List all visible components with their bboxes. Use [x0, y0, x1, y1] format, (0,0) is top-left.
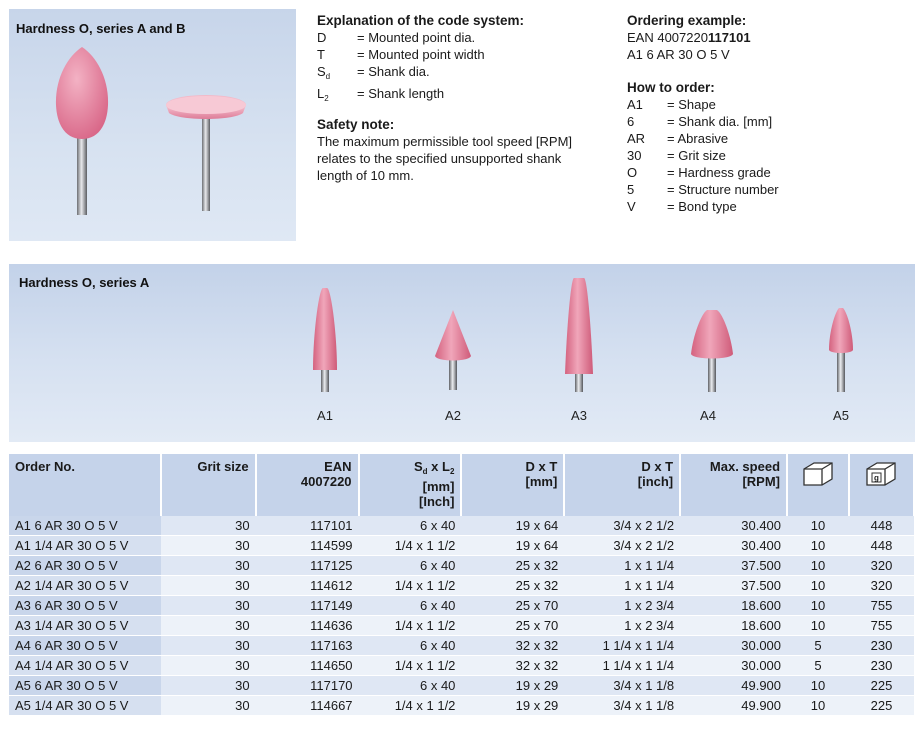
cell-pack-qty: 5	[787, 656, 849, 676]
cell-max-speed: 30.400	[680, 516, 787, 536]
code-row	[317, 85, 597, 107]
cell-max-speed: 18.600	[680, 616, 787, 636]
cell-max-speed: 37.500	[680, 576, 787, 596]
order-value: = Abrasive	[667, 131, 729, 146]
mounted-points-image	[9, 9, 296, 241]
cell-dxt-mm: 19 x 64	[461, 516, 564, 536]
cell-dxt-mm: 25 x 32	[461, 556, 564, 576]
cell-dxt-mm: 32 x 32	[461, 656, 564, 676]
col-shank-line3: [Inch]	[419, 494, 455, 509]
cell-order-no: A2 6 AR 30 O 5 V	[9, 556, 161, 576]
ean-prefix: EAN 4007220	[627, 30, 708, 45]
table-body	[9, 516, 914, 716]
cell-ean: 117163	[256, 636, 359, 656]
safety-note-line: length of 10 mm.	[317, 168, 414, 183]
col-ean	[256, 454, 359, 516]
cell-pack-qty: 10	[787, 676, 849, 696]
cell-dxt-inch: 1 x 1 1/4	[564, 576, 680, 596]
cell-weight: 755	[849, 596, 914, 616]
tool-a5-image	[829, 308, 853, 392]
cell-ean: 114650	[256, 656, 359, 676]
cell-order-no: A4 6 AR 30 O 5 V	[9, 636, 161, 656]
cell-pack-qty: 10	[787, 556, 849, 576]
cell-dxt-mm: 25 x 32	[461, 576, 564, 596]
col-shank-line2: [mm]	[422, 479, 455, 494]
cell-order-no: A1 6 AR 30 O 5 V	[9, 516, 161, 536]
col-ean-line2: 4007220	[300, 474, 352, 489]
how-to-order-row	[627, 96, 887, 113]
cell-dxt-inch: 1 x 2 3/4	[564, 616, 680, 636]
col-order-no: Order No.	[9, 454, 161, 516]
code-row	[317, 63, 597, 85]
tool-label-a1: A1	[317, 408, 333, 423]
top-panel-title: Hardness O, series A and B	[16, 21, 186, 36]
l-sub: 2	[449, 467, 455, 476]
table-row	[9, 576, 914, 596]
cell-dxt-mm: 19 x 29	[461, 696, 564, 716]
how-to-order-row	[627, 147, 887, 164]
table-row	[9, 696, 914, 716]
cell-max-speed: 37.500	[680, 556, 787, 576]
ordering-example	[627, 12, 887, 63]
table-row	[9, 596, 914, 616]
cell-dxt-mm: 25 x 70	[461, 596, 564, 616]
order-value: = Shape	[667, 97, 716, 112]
cell-ean: 114612	[256, 576, 359, 596]
series-a-image-panel	[9, 264, 915, 442]
cell-weight: 230	[849, 656, 914, 676]
how-to-order-row	[627, 164, 887, 181]
code-explanation-heading: Explanation of the code system:	[317, 13, 525, 28]
cell-weight: 225	[849, 676, 914, 696]
product-table	[9, 454, 915, 716]
cell-dxt-mm: 32 x 32	[461, 636, 564, 656]
sd-sub: d	[422, 467, 428, 476]
cell-pack-qty: 10	[787, 616, 849, 636]
cell-order-no: A2 1/4 AR 30 O 5 V	[9, 576, 161, 596]
code-key-sub: 2	[324, 94, 329, 103]
cell-pack-qty: 5	[787, 636, 849, 656]
cell-dxt-mm: 19 x 29	[461, 676, 564, 696]
how-to-order-heading: How to order:	[627, 80, 715, 95]
cell-max-speed: 49.900	[680, 676, 787, 696]
safety-note	[317, 116, 607, 184]
code-key: T	[317, 47, 325, 62]
cell-shank: 6 x 40	[359, 676, 462, 696]
col-grit-size: Grit size	[161, 454, 256, 516]
order-value: = Bond type	[667, 199, 737, 214]
table-row	[9, 516, 914, 536]
col-dxt-mm-line2: [mm]	[525, 474, 558, 489]
cell-shank: 6 x 40	[359, 556, 462, 576]
cell-ean: 114636	[256, 616, 359, 636]
cell-shank: 1/4 x 1 1/2	[359, 656, 462, 676]
order-key: O	[627, 165, 638, 180]
cell-grit-size: 30	[161, 636, 256, 656]
col-pack-qty	[787, 454, 849, 516]
cell-order-no: A5 6 AR 30 O 5 V	[9, 676, 161, 696]
table-row	[9, 636, 914, 656]
code-key-main: S	[317, 64, 326, 79]
cell-order-no: A3 1/4 AR 30 O 5 V	[9, 616, 161, 636]
cell-order-no: A3 6 AR 30 O 5 V	[9, 596, 161, 616]
order-key: 6	[627, 114, 635, 129]
cell-weight: 225	[849, 696, 914, 716]
cell-pack-qty: 10	[787, 576, 849, 596]
cell-dxt-inch: 3/4 x 1 1/8	[564, 696, 680, 716]
col-max-speed-line1: Max. speed	[709, 459, 781, 474]
weight-label: g	[874, 473, 880, 483]
cell-shank: 6 x 40	[359, 596, 462, 616]
cell-max-speed: 18.600	[680, 596, 787, 616]
table-row	[9, 676, 914, 696]
ean-bold-suffix: 117101	[707, 30, 751, 45]
cell-dxt-inch: 1 x 2 3/4	[564, 596, 680, 616]
cell-grit-size: 30	[161, 696, 256, 716]
cell-grit-size: 30	[161, 596, 256, 616]
code-key-main: L	[317, 86, 325, 101]
cell-ean: 117125	[256, 556, 359, 576]
how-to-order-row	[627, 181, 887, 198]
cell-ean: 117170	[256, 676, 359, 696]
table-row	[9, 556, 914, 576]
safety-note-line: relates to the specified unsupported shank	[317, 151, 562, 166]
tool-label-a3: A3	[571, 408, 587, 423]
cell-max-speed: 30.000	[680, 656, 787, 676]
cell-shank: 1/4 x 1 1/2	[359, 616, 462, 636]
x-l: x L	[427, 459, 450, 474]
cell-dxt-inch: 3/4 x 1 1/8	[564, 676, 680, 696]
col-dxt-inch	[564, 454, 680, 516]
col-dxt-inch-line1: D x T	[641, 459, 674, 474]
col-dxt-inch-line2: [inch]	[637, 474, 674, 489]
cell-weight: 448	[849, 516, 914, 536]
tool-a4-image	[691, 310, 733, 392]
tool-a3-image	[565, 278, 593, 392]
col-shank-line1	[366, 459, 455, 479]
cell-grit-size: 30	[161, 676, 256, 696]
code-key-sub: d	[325, 72, 331, 81]
cell-grit-size: 30	[161, 516, 256, 536]
cell-weight: 230	[849, 636, 914, 656]
cell-order-no: A1 1/4 AR 30 O 5 V	[9, 536, 161, 556]
cell-max-speed: 49.900	[680, 696, 787, 716]
cell-pack-qty: 10	[787, 536, 849, 556]
order-value: = Shank dia. [mm]	[667, 114, 773, 129]
order-key: A1	[627, 97, 643, 112]
table-row	[9, 536, 914, 556]
cell-order-no: A5 1/4 AR 30 O 5 V	[9, 696, 161, 716]
how-to-order-row	[627, 113, 887, 130]
cell-dxt-inch: 1 1/4 x 1 1/4	[564, 636, 680, 656]
cell-dxt-inch: 3/4 x 2 1/2	[564, 536, 680, 556]
order-key: 5	[627, 182, 635, 197]
cell-shank: 6 x 40	[359, 516, 462, 536]
tool-label-a2: A2	[445, 408, 461, 423]
cell-order-no: A4 1/4 AR 30 O 5 V	[9, 656, 161, 676]
cell-pack-qty: 10	[787, 596, 849, 616]
cell-max-speed: 30.400	[680, 536, 787, 556]
how-to-order-row	[627, 198, 887, 215]
cell-grit-size: 30	[161, 616, 256, 636]
cell-weight: 755	[849, 616, 914, 636]
cell-ean: 114667	[256, 696, 359, 716]
code-row	[317, 46, 597, 63]
cell-dxt-inch: 3/4 x 2 1/2	[564, 516, 680, 536]
col-weight	[849, 454, 914, 516]
safety-note-line: The maximum permissible tool speed [RPM]	[317, 134, 573, 149]
cell-dxt-inch: 1 1/4 x 1 1/4	[564, 656, 680, 676]
top-image-panel	[9, 9, 296, 241]
cell-grit-size: 30	[161, 556, 256, 576]
code-value: = Shank length	[357, 86, 445, 101]
cell-shank: 6 x 40	[359, 636, 462, 656]
code-key	[317, 85, 357, 107]
order-key: 30	[627, 148, 642, 163]
code-value: = Mounted point width	[357, 47, 485, 62]
ordering-example-ean	[627, 29, 887, 46]
col-shank	[359, 454, 462, 516]
cell-dxt-mm: 25 x 70	[461, 616, 564, 636]
code-row	[317, 29, 597, 46]
series-a-title: Hardness O, series A	[19, 275, 150, 290]
tool-a1-image	[313, 288, 337, 392]
cell-pack-qty: 10	[787, 696, 849, 716]
order-key: AR	[627, 131, 646, 146]
code-key: D	[317, 30, 327, 45]
cell-max-speed: 30.000	[680, 636, 787, 656]
table-header-row	[9, 454, 914, 516]
col-max-speed	[680, 454, 787, 516]
order-value: = Grit size	[667, 148, 726, 163]
code-value: = Mounted point dia.	[357, 30, 476, 45]
code-value: = Shank dia.	[357, 64, 430, 79]
col-dxt-mm-line1: D x T	[525, 459, 558, 474]
cell-grit-size: 30	[161, 576, 256, 596]
ordering-example-code: A1 6 AR 30 O 5 V	[627, 47, 730, 62]
tool-label-a4: A4	[700, 408, 716, 423]
cell-ean: 117101	[256, 516, 359, 536]
cell-ean: 117149	[256, 596, 359, 616]
cell-dxt-mm: 19 x 64	[461, 536, 564, 556]
table-row	[9, 616, 914, 636]
order-value: = Hardness grade	[667, 165, 771, 180]
code-key	[317, 63, 357, 85]
order-value: = Structure number	[667, 182, 779, 197]
cell-shank: 1/4 x 1 1/2	[359, 696, 462, 716]
cell-ean: 114599	[256, 536, 359, 556]
cell-grit-size: 30	[161, 656, 256, 676]
code-explanation	[317, 12, 597, 107]
col-max-speed-line2: [RPM]	[742, 474, 781, 489]
cell-weight: 320	[849, 556, 914, 576]
order-key: V	[627, 199, 636, 214]
cell-dxt-inch: 1 x 1 1/4	[564, 556, 680, 576]
how-to-order	[627, 79, 887, 215]
cell-shank: 1/4 x 1 1/2	[359, 576, 462, 596]
box-weight-icon	[864, 459, 898, 489]
cell-weight: 448	[849, 536, 914, 556]
cell-shank: 1/4 x 1 1/2	[359, 536, 462, 556]
table-row	[9, 656, 914, 676]
cell-weight: 320	[849, 576, 914, 596]
ordering-example-heading: Ordering example:	[627, 13, 747, 28]
col-dxt-mm	[461, 454, 564, 516]
cell-pack-qty: 10	[787, 516, 849, 536]
tool-label-a5: A5	[833, 408, 849, 423]
how-to-order-row	[627, 130, 887, 147]
col-ean-line1: EAN	[324, 459, 352, 474]
cell-grit-size: 30	[161, 536, 256, 556]
box-icon	[801, 459, 835, 489]
safety-note-heading: Safety note:	[317, 117, 395, 132]
tool-a2-image	[435, 310, 471, 390]
sd-main: S	[414, 459, 423, 474]
